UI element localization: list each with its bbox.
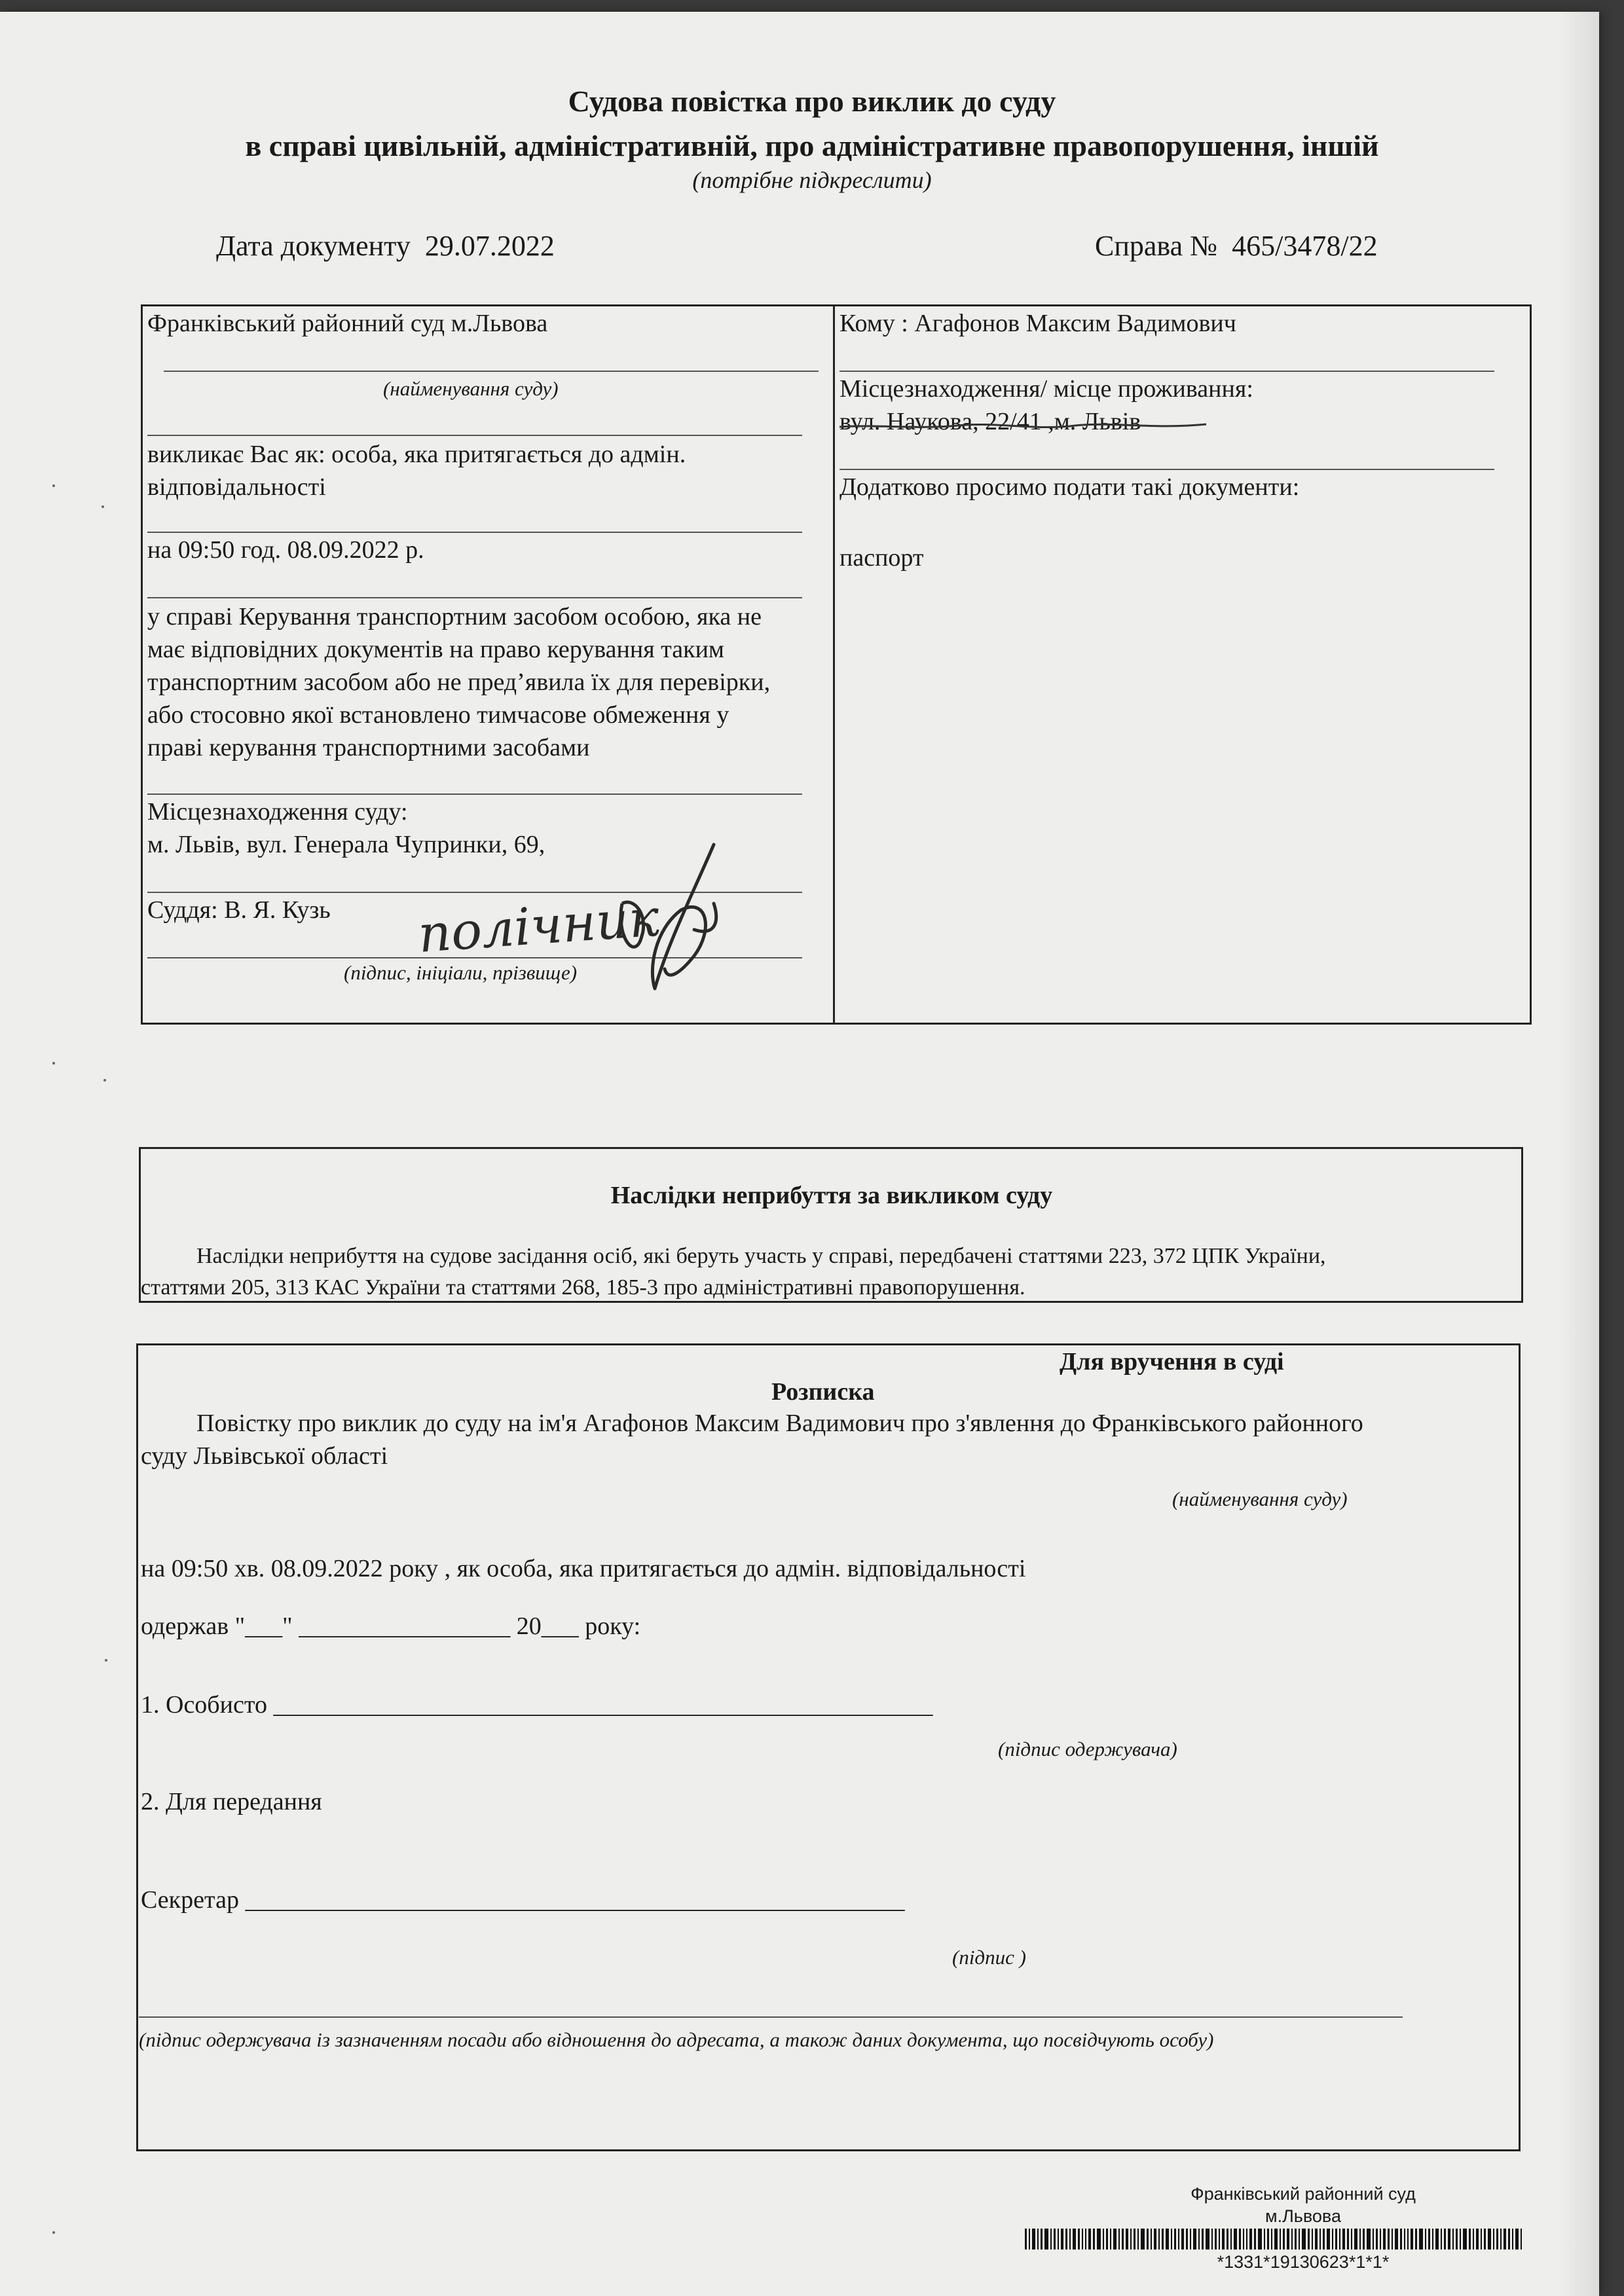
- court-location-value: м. Львів, вул. Генерала Чупринки, 69,: [147, 831, 545, 858]
- barcode-bar: [1452, 2229, 1454, 2250]
- judge-name: Суддя: В. Я. Кузь: [147, 896, 331, 924]
- barcode-bar: [1444, 2229, 1446, 2250]
- recipient-details-rule: [139, 2016, 1403, 2018]
- consequences-text-line1: Наслідки неприбуття на судове засідання осіб, які беруть участь у справі, передбачені статтями 223, 372 ЦПК України,: [196, 1244, 1326, 1268]
- barcode-bar: [1287, 2229, 1289, 2250]
- court-location-label: Місцезнаходження суду:: [147, 798, 408, 826]
- receipt-hearing-time: на 09:50 хв. 08.09.2022 року , як особа, яка притягається до адмін. відповідальності: [141, 1555, 1026, 1582]
- barcode-number: *1331*19130623*1*1*: [1217, 2252, 1390, 2272]
- barcode-bar: [1041, 2229, 1043, 2250]
- barcode-bar: [1254, 2229, 1256, 2250]
- barcode-bar: [1302, 2229, 1306, 2250]
- rule-5: [147, 793, 802, 795]
- date-value: 29.07.2022: [424, 230, 555, 262]
- case-number: [1095, 229, 1378, 263]
- rule-3: [147, 532, 802, 533]
- barcode-bar: [1141, 2229, 1145, 2250]
- barcode-bar: [1130, 2229, 1132, 2250]
- barcode-bar: [1166, 2229, 1169, 2250]
- barcode-bar: [1476, 2229, 1479, 2250]
- barcode-bar: [1234, 2229, 1237, 2250]
- for-court-delivery: Для вручення в суді: [1060, 1348, 1284, 1376]
- barcode-bar: [1496, 2229, 1498, 2250]
- barcode-bar: [1061, 2229, 1063, 2250]
- barcode-bar: [1239, 2229, 1241, 2250]
- barcode-bar: [1339, 2229, 1340, 2250]
- secretary-signature-line: Секретар _____________________________________________________: [141, 1886, 905, 1914]
- barcode-bar: [1271, 2229, 1272, 2250]
- barcode: [1025, 2229, 1522, 2250]
- barcode-bar: [1106, 2229, 1108, 2250]
- court-name-rule: [164, 371, 819, 372]
- barcode-bar: [1249, 2229, 1252, 2250]
- barcode-bar: [1219, 2229, 1220, 2250]
- barcode-bar: [1411, 2229, 1413, 2250]
- barcode-bar: [1392, 2229, 1393, 2250]
- scan-speck: [103, 1079, 106, 1082]
- consequences-text-line2: статтями 205, 313 КАС України та статтями 268, 185-3 про адміністративні правопорушення.: [141, 1275, 1025, 1300]
- residence-label: Місцезнаходження/ місце проживання:: [840, 375, 1253, 403]
- barcode-bar: [1215, 2229, 1217, 2250]
- hearing-time: на 09:50 год. 08.09.2022 р.: [147, 536, 424, 564]
- barcode-bar: [1428, 2229, 1430, 2250]
- summon-role-line2: відповідальності: [147, 473, 326, 501]
- barcode-bar: [1222, 2229, 1225, 2250]
- barcode-bar: [1315, 2229, 1318, 2250]
- barcode-bar: [1435, 2229, 1439, 2250]
- barcode-bar: [1029, 2229, 1030, 2250]
- scan-speck: [101, 505, 104, 508]
- barcode-bar: [1515, 2229, 1519, 2250]
- barcode-bar: [1147, 2229, 1149, 2250]
- barcode-bar: [1122, 2229, 1124, 2250]
- extra-docs-label: Додатково просимо подати такі документи:: [840, 473, 1300, 501]
- barcode-bar: [1258, 2229, 1262, 2250]
- barcode-bar: [1058, 2229, 1059, 2250]
- date-label: Дата документу: [216, 230, 411, 262]
- barcode-bar: [1065, 2229, 1067, 2250]
- court-name: Франківський районний суд м.Львова: [147, 310, 548, 337]
- scan-speck: [105, 1659, 107, 1662]
- barcode-bar: [1193, 2229, 1196, 2250]
- barcode-bar: [1359, 2229, 1361, 2250]
- barcode-bar: [1267, 2229, 1269, 2250]
- barcode-bar: [1419, 2229, 1423, 2250]
- barcode-bar: [1078, 2229, 1080, 2250]
- barcode-bar: [1291, 2229, 1293, 2250]
- receipt-text-line2: суду Львівської області: [141, 1442, 388, 1470]
- barcode-bar: [1376, 2229, 1378, 2250]
- barcode-bar: [1073, 2229, 1076, 2250]
- barcode-bar: [1206, 2229, 1209, 2250]
- barcode-bar: [1174, 2229, 1176, 2250]
- case-value: 465/3478/22: [1232, 230, 1378, 262]
- barcode-bar: [1088, 2229, 1091, 2250]
- barcode-bar: [1481, 2229, 1482, 2250]
- barcode-bar: [1171, 2229, 1172, 2250]
- barcode-bar: [1190, 2229, 1191, 2250]
- barcode-bar: [1274, 2229, 1278, 2250]
- barcode-bar: [1025, 2229, 1027, 2250]
- consequences-title: Наслідки неприбуття за викликом суду: [610, 1182, 1053, 1209]
- footer-court-name-line1: Франківський районний суд: [1190, 2184, 1416, 2204]
- scan-speck: [52, 1062, 55, 1065]
- barcode-bar: [1463, 2229, 1467, 2250]
- extra-docs-value: паспорт: [840, 544, 924, 572]
- barcode-bar: [1202, 2229, 1204, 2250]
- case-description-line: праві керування транспортними засобами: [147, 734, 590, 761]
- rule-4: [147, 597, 802, 598]
- barcode-bar: [1181, 2229, 1184, 2250]
- barcode-bar: [1351, 2229, 1352, 2250]
- barcode-bar: [1113, 2229, 1116, 2250]
- barcode-bar: [1342, 2229, 1345, 2250]
- barcode-bar: [1082, 2229, 1083, 2250]
- barcode-bar: [1050, 2229, 1052, 2250]
- barcode-bar: [1103, 2229, 1104, 2250]
- barcode-bar: [1162, 2229, 1164, 2250]
- handwritten-signature: [406, 831, 799, 1002]
- barcode-bar: [1448, 2229, 1450, 2250]
- document-subtitle: в справі цивільній, адміністративній, про адміністративне правопорушення, іншій: [245, 129, 1379, 162]
- personally-signature-line: 1. Особисто _____________________________________________________: [141, 1691, 933, 1719]
- barcode-bar: [1404, 2229, 1405, 2250]
- scan-speck: [52, 484, 55, 487]
- receipt-court-caption: (найменування суду): [1172, 1487, 1348, 1510]
- document-date: [216, 229, 555, 263]
- barcode-bar: [1432, 2229, 1433, 2250]
- case-description-line: має відповідних документів на право керування таким: [147, 636, 724, 663]
- barcode-bar: [1295, 2229, 1297, 2250]
- barcode-bar: [1264, 2229, 1265, 2250]
- secretary-signature-caption: (підпис ): [952, 1946, 1026, 1969]
- signature-text: полічник: [416, 888, 661, 965]
- rule-2: [147, 435, 802, 436]
- barcode-bar: [1415, 2229, 1417, 2250]
- barcode-bar: [1198, 2229, 1200, 2250]
- for-transfer-label: 2. Для передання: [141, 1788, 322, 1815]
- barcode-bar: [1383, 2229, 1386, 2250]
- page-edge-shadow: [1559, 12, 1599, 2296]
- barcode-bar: [1508, 2229, 1510, 2250]
- barcode-bar: [1243, 2229, 1244, 2250]
- column-divider: [833, 304, 835, 1025]
- receipt-text-line1: Повістку про виклик до суду на ім'я Агафонов Максим Вадимович про з'явлення до Франківського районного: [196, 1410, 1363, 1437]
- court-name-caption: (найменування суду): [383, 377, 559, 400]
- barcode-bar: [1054, 2229, 1056, 2250]
- barcode-bar: [1521, 2229, 1522, 2250]
- underline-note: (потрібне підкреслити): [692, 167, 932, 193]
- barcode-bar: [1246, 2229, 1247, 2250]
- barcode-bar: [1037, 2229, 1039, 2250]
- barcode-bar: [1044, 2229, 1048, 2250]
- barcode-bar: [1347, 2229, 1349, 2250]
- receipt-title: Розписка: [771, 1378, 875, 1406]
- barcode-bar: [1488, 2229, 1491, 2250]
- barcode-bar: [1137, 2229, 1139, 2250]
- document-title: Судова повістка про виклик до суду: [568, 84, 1056, 118]
- barcode-bar: [1158, 2229, 1160, 2250]
- barcode-bar: [1512, 2229, 1513, 2250]
- barcode-bar: [1085, 2229, 1086, 2250]
- barcode-bar: [1388, 2229, 1390, 2250]
- barcode-bar: [1407, 2229, 1409, 2250]
- barcode-bar: [1354, 2229, 1357, 2250]
- barcode-bar: [1178, 2229, 1179, 2250]
- recipient-rule: [840, 371, 1494, 372]
- barcode-bar: [1186, 2229, 1188, 2250]
- barcode-bar: [1134, 2229, 1135, 2250]
- barcode-bar: [1126, 2229, 1128, 2250]
- summons-main-box: [141, 304, 1532, 1025]
- barcode-bar: [1363, 2229, 1365, 2250]
- barcode-bar: [1312, 2229, 1313, 2250]
- barcode-bar: [1469, 2229, 1471, 2250]
- barcode-bar: [1484, 2229, 1486, 2250]
- case-description-line: у справі Керування транспортним засобом особою, яка не: [147, 603, 762, 630]
- barcode-bar: [1320, 2229, 1321, 2250]
- barcode-bar: [1230, 2229, 1232, 2250]
- barcode-bar: [1493, 2229, 1494, 2250]
- barcode-bar: [1283, 2229, 1285, 2250]
- residence-value: вул. Наукова, 22/41 ,м. Львів: [840, 408, 1141, 435]
- barcode-bar: [1400, 2229, 1402, 2250]
- barcode-bar: [1151, 2229, 1152, 2250]
- barcode-bar: [1154, 2229, 1156, 2250]
- barcode-bar: [1456, 2229, 1458, 2250]
- recipient-signature-caption: (підпис одержувача): [998, 1738, 1177, 1760]
- barcode-bar: [1093, 2229, 1095, 2250]
- barcode-bar: [1323, 2229, 1325, 2250]
- barcode-bar: [1332, 2229, 1333, 2250]
- barcode-bar: [1118, 2229, 1120, 2250]
- signature-caption: (підпис, ініціали, прізвище): [344, 961, 578, 984]
- received-date-line: одержав "___" _________________ 20___ року:: [141, 1613, 641, 1640]
- barcode-bar: [1395, 2229, 1398, 2250]
- residence-rule: [840, 469, 1494, 470]
- barcode-bar: [1460, 2229, 1461, 2250]
- recipient-name: Кому : Агафонов Максим Вадимович: [840, 310, 1236, 337]
- barcode-bar: [1335, 2229, 1337, 2250]
- barcode-bar: [1425, 2229, 1426, 2250]
- barcode-bar: [1308, 2229, 1310, 2250]
- barcode-bar: [1504, 2229, 1506, 2250]
- barcode-bar: [1441, 2229, 1442, 2250]
- barcode-bar: [1299, 2229, 1300, 2250]
- case-description-line: або стосовно якої встановлено тимчасове обмеження у: [147, 701, 729, 729]
- strikethrough-scribble: [840, 412, 1232, 439]
- barcode-bar: [1097, 2229, 1101, 2250]
- barcode-bar: [1500, 2229, 1502, 2250]
- barcode-bar: [1380, 2229, 1381, 2250]
- recipient-details-caption: (підпис одержувача із зазначенням посади або відношення до адресата, а також даних документа, що посвідчують особу): [139, 2028, 1214, 2051]
- footer-court-name-line2: м.Львова: [1265, 2206, 1341, 2226]
- case-label: Справа №: [1095, 230, 1218, 262]
- barcode-bar: [1367, 2229, 1371, 2250]
- barcode-bar: [1211, 2229, 1213, 2250]
- scan-speck: [52, 2231, 55, 2234]
- barcode-bar: [1032, 2229, 1035, 2250]
- barcode-bar: [1473, 2229, 1474, 2250]
- barcode-bar: [1227, 2229, 1228, 2250]
- barcode-bar: [1110, 2229, 1111, 2250]
- barcode-bar: [1280, 2229, 1281, 2250]
- barcode-bar: [1373, 2229, 1374, 2250]
- case-description-line: транспортним засобом або не пред’явила їх для перевірки,: [147, 668, 771, 696]
- summon-role-line1: викликає Вас як: особа, яка притягається до адмін.: [147, 441, 686, 468]
- barcode-bar: [1069, 2229, 1071, 2250]
- barcode-bar: [1327, 2229, 1330, 2250]
